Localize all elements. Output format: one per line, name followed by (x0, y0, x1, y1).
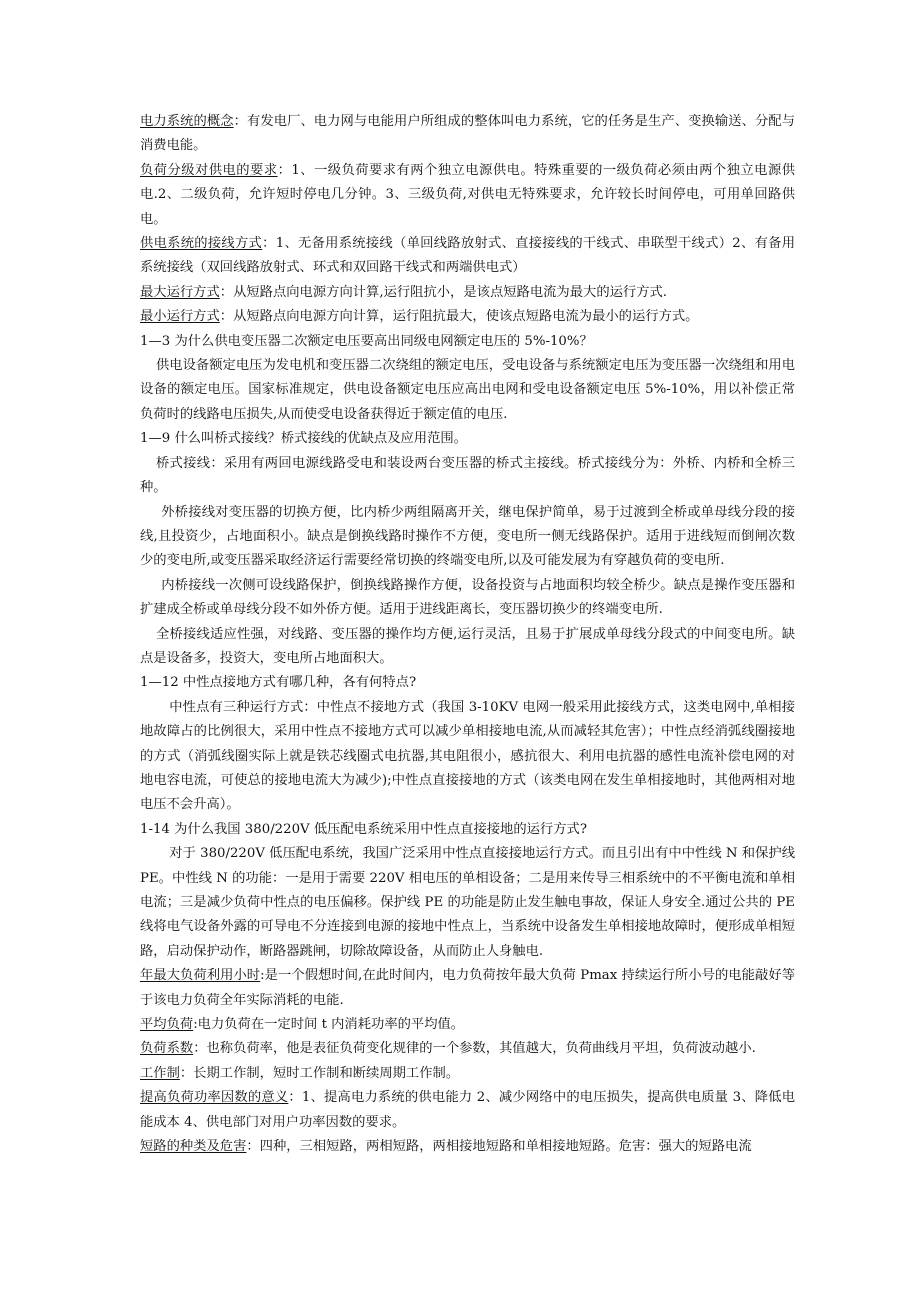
definition: ：1、一级负荷要求有两个独立电源供电。特殊重要的一级负荷必须由两个独立电源供电.2、二级负荷，允许短时停电几分钟。3、三级负荷,对供电无特殊要求，允许较长时间停电，可用单回路供电。 (140, 162, 795, 227)
question-1-14: 1-14 为什么我国 380/220V 低压配电系统采用中性点直接接地的运行方式? (140, 821, 587, 837)
term: 平均负荷 (140, 1017, 194, 1033)
term: 短路的种类及危害 (140, 1139, 247, 1155)
definition: ：1、提高电力系统的供电能力 2、减少网络中的电压损失，提高供电质量 3、降低电能成本 4、供电部门对用户功率因数的要求。 (140, 1090, 795, 1130)
term: 供电系统的接线方式 (140, 236, 263, 252)
definition: ：也称负荷率，他是表征负荷变化规律的一个参数，其值越大，负荷曲线月平坦，负荷波动越小. (193, 1041, 756, 1057)
question-1-9: 1—9 什么叫桥式接线？桥式接线的优缺点及应用范围。 (140, 431, 467, 447)
definition: ：四种，三相短路，两相短路，两相接地短路和单相接地短路。危害：强大的短路电流 (246, 1139, 752, 1155)
term: 电力系统的概念 (140, 114, 234, 129)
answer-full-bridge: 全桥接线适应性强，对线路、变压器的操作均方便,运行灵活，且易于扩展成单母线分段式的中间变电所。缺点是设备多，投资大，变电所占地面积大。 (140, 626, 795, 666)
definition: ：有发电厂、电力网与电能用户所组成的整体叫电力系统，它的任务是生产、变换输送、分配与消费电能。 (140, 114, 796, 154)
paragraph-min-operation (140, 305, 795, 329)
document-page (140, 110, 795, 1159)
answer-1-3: 供电设备额定电压为发电机和变压器二次绕组的额定电压，受电设备与系统额定电压为变压器一次绕组和用电设备的额定电压。国家标准规定，供电设备额定电压应高出电网和受电设备额定电压 5%-10%，用以补偿正常负荷时的线路电压损失,从而使受电设备获得近于额定值的电压. (140, 358, 795, 422)
paragraph-load-classes (140, 159, 795, 232)
definition: ：从短路点向电源方向计算,运行阻抗小，是该点短路电流为最大的运行方式. (219, 284, 668, 300)
answer-1-12: 中性点有三种运行方式：中性点不接地方式（我国 3-10KV 电网一般采用此接线方式，这类电网中,单相接地故障占的比例很大，采用中性点不接地方式可以减少单相接地电流,从而减轻其危害）；中性点经消弧线圈接地的方式（消弧线圈实际上就是铁芯线圈式电抗器,其电阻很小，感抗很大、利用电抗器的感性电流补偿电网的对地电容电流，可使总的接地电流大为减少);中性点直接接地的方式（该类电网在发生单相接地时，其他两相对地电压不会升高）。 (140, 699, 795, 813)
term: 最小运行方式 (140, 309, 220, 325)
paragraph-average-load (140, 1013, 795, 1037)
term: 工作制 (140, 1065, 180, 1081)
definition: ：长期工作制，短时工作制和断续周期工作制。 (179, 1065, 460, 1081)
term: 年最大负荷利用小时 (140, 968, 261, 984)
answer-1-14: 对于 380/220V 低压配电系统，我国广泛采用中性点直接接地运行方式。而且引出有中中性线 N 和保护线 PE。中性线 N 的功能：一是用于需要 220V 相电压的单相设备；二是用来传导三相系统中的不平衡电流和单相电流；三是减少负荷中性点的电压偏移。保护线 PE 的功能是防止发生触电事故，保证人身安全.通过公共的 PE 线将电气设备外露的可导电不分连接到电源的接地中性点上，当系统中设备发生单相接地故障时，便形成单相短路，启动保护动作，断路器跳闸，切除故障设备，从而防止人身触电. (140, 846, 795, 959)
paragraph-power-factor (140, 1086, 795, 1135)
definition: :是一个假想时间,在此时间内，电力负荷按年最大负荷 Pmax 持续运行所小号的电能敲好等于该电力负荷全年实际消耗的电能. (140, 968, 795, 1008)
paragraph-short-circuit (140, 1135, 795, 1159)
paragraph-power-system-concept (140, 110, 795, 159)
answer-inner-bridge: 内桥接线一次侧可设线路保护，倒换线路操作方便，设备投资与占地面积均较全桥少。缺点是操作变压器和扩建成全桥或单母线分段不如外侨方便。适用于进线距离长，变压器切换少的终端变电所. (140, 577, 795, 618)
paragraph-load-factor (140, 1037, 795, 1061)
term: 最大运行方式 (140, 284, 220, 300)
definition: ：1、无备用系统接线（单回线路放射式、直接接线的干线式、串联型干线式）2、有备用系统接线（双回线路放射式、环式和双回路干线式和两端供电式） (140, 236, 796, 276)
question-1-3: 1—3 为什么供电变压器二次额定电压要高出同级电网额定电压的 5%-10%？ (140, 333, 593, 349)
term: 负荷系数 (140, 1041, 194, 1057)
answer-outer-bridge: 外桥接线对变压器的切换方便，比内桥少两组隔离开关，继电保护简单，易于过渡到全桥或单母线分段的接线,且投资少，占地面积小。缺点是倒换线路时操作不方便，变电所一侧无线路保护。适用于进线短而倒闸次数少的变电所,或变压器采取经济运行需要经常切换的终端变电所,以及可能发展为有穿越负荷的变电所. (140, 504, 795, 569)
paragraph-wiring-modes (140, 232, 795, 281)
paragraph-duty-type (140, 1062, 795, 1086)
definition: :电力负荷在一定时间 t 内消耗功率的平均值。 (193, 1017, 465, 1033)
term: 提高负荷功率因数的意义 (140, 1090, 289, 1106)
paragraph-max-operation (140, 281, 795, 305)
question-1-12: 1—12 中性点接地方式有哪几种，各有何特点? (140, 675, 417, 691)
definition: ：从短路点向电源方向计算，运行阻抗最大，使该点短路电流为最小的运行方式。 (219, 309, 699, 325)
term: 负荷分级对供电的要求 (140, 162, 278, 178)
answer-bridge-definition: 桥式接线：采用有两回电源线路受电和装设两台变压器的桥式主接线。桥式接线分为：外桥、内桥和全桥三种。 (140, 455, 795, 496)
paragraph-max-load-hours (140, 964, 795, 1013)
